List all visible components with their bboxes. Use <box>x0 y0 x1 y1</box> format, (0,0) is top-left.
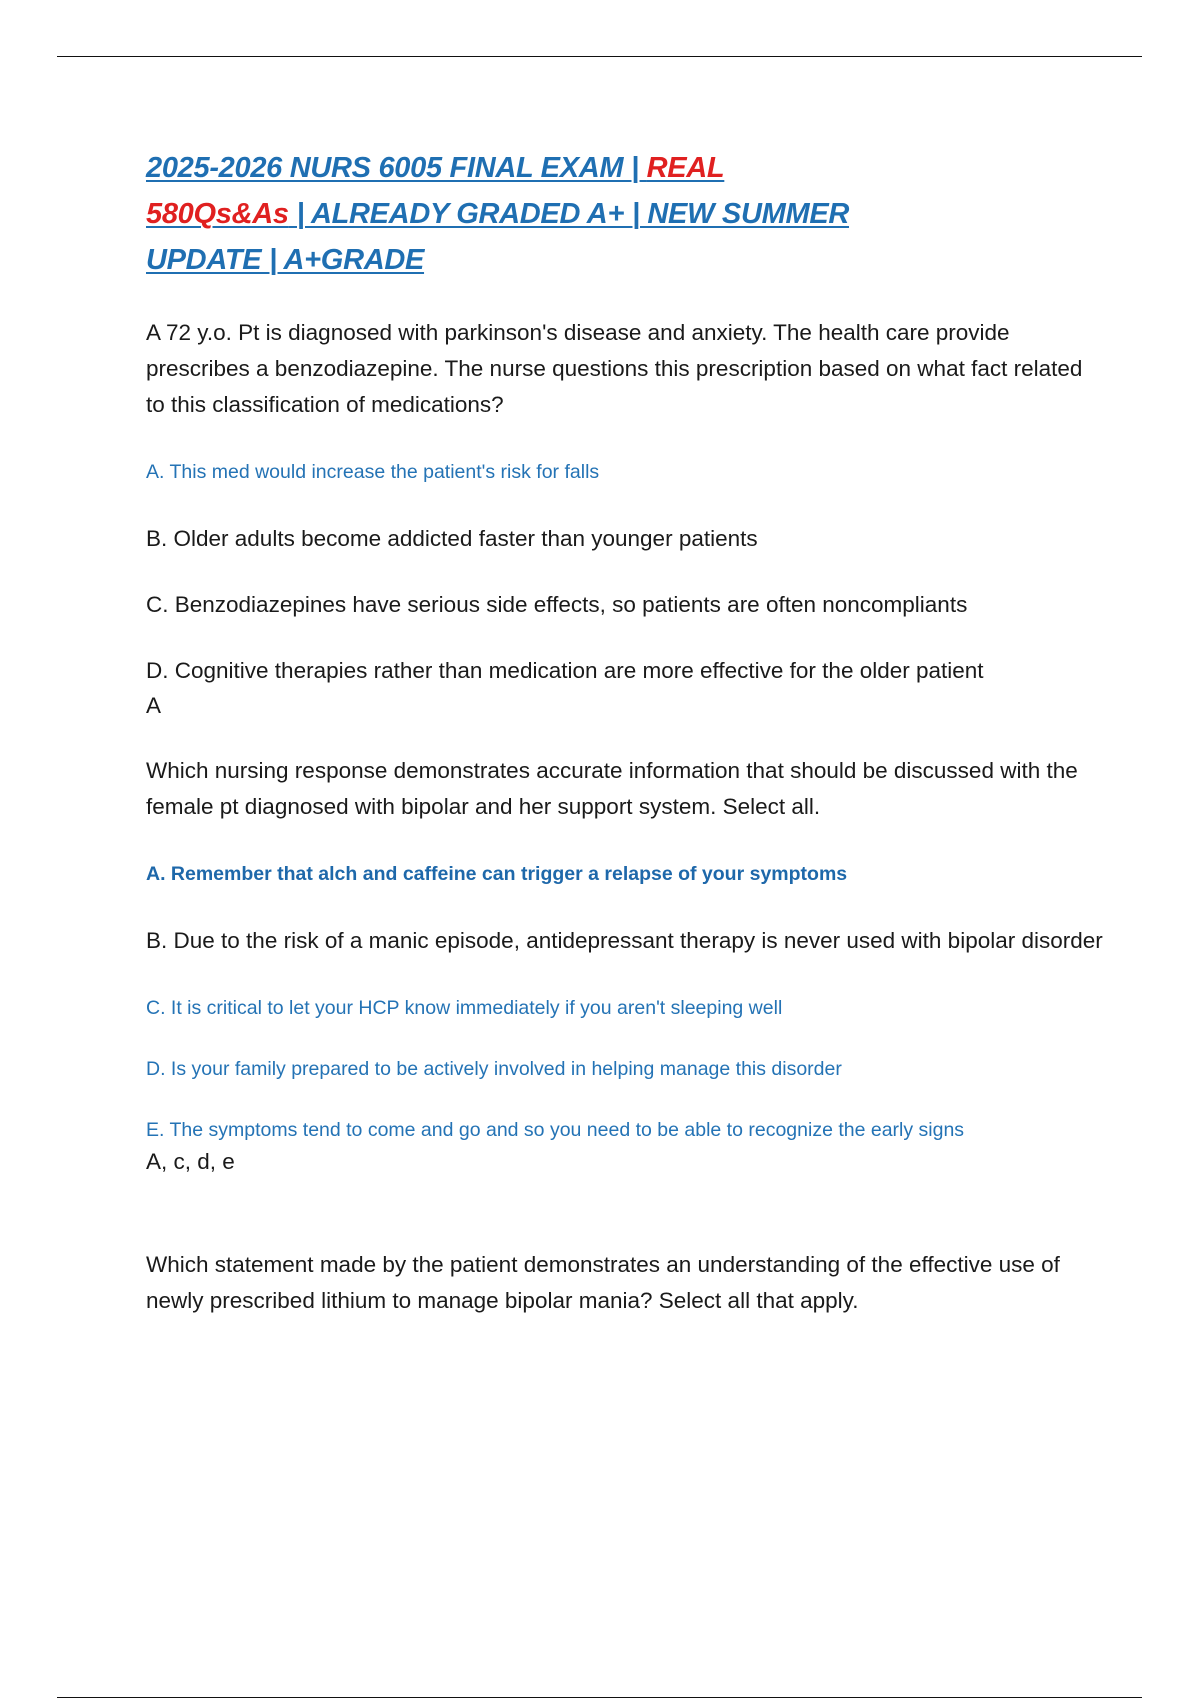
question-2-option-d: D. Is your family prepared to be actively involved in helping manage this disorder <box>146 1058 842 1080</box>
question-1-stem: A 72 y.o. Pt is diagnosed with parkinson's disease and anxiety. The health care provide prescribes a benzodiazepine. The nurse questions this prescription based on what fact related to this classification of medications? <box>146 320 1083 417</box>
question-1-option-b: B. Older adults become addicted faster than younger patients <box>146 526 758 551</box>
document-content <box>146 145 1106 1319</box>
question-2-option-c: C. It is critical to let your HCP know immediately if you aren't sleeping well <box>146 997 783 1019</box>
top-rule <box>57 56 1142 57</box>
question-1-option-d: D. Cognitive therapies rather than medication are more effective for the older patient <box>146 658 984 683</box>
question-2-option-a: A. Remember that alch and caffeine can trigger a relapse of your symptoms <box>146 863 848 885</box>
question-2-answer: A, c, d, e <box>146 1149 235 1174</box>
question-1-option-c: C. Benzodiazepines have serious side effects, so patients are often noncompliants <box>146 592 968 617</box>
bottom-rule <box>57 1697 1142 1698</box>
question-2-option-e: E. The symptoms tend to come and go and so you need to be able to recognize the early signs <box>146 1119 965 1141</box>
title-part1: 2025-2026 NURS 6005 FINAL EXAM | <box>146 152 647 184</box>
title-part3: UPDATE | A+GRADE <box>146 244 425 276</box>
title-red-real: REAL <box>646 152 725 184</box>
question-2-stem: Which nursing response demonstrates accurate information that should be discussed with the female pt diagnosed with bipolar and her support system. Select all. <box>146 758 1078 819</box>
document-title <box>146 145 1106 283</box>
question-1-option-a: A. This med would increase the patient's risk for falls <box>146 461 600 483</box>
question-2-option-b: B. Due to the risk of a manic episode, antidepressant therapy is never used with bipolar disorder <box>146 928 1103 953</box>
question-3-stem: Which statement made by the patient demonstrates an understanding of the effective use of newly prescribed lithium to manage bipolar mania? Select all that apply. <box>146 1252 1060 1313</box>
question-1-answer: A <box>146 693 162 718</box>
title-part2: | ALREADY GRADED A+ | NEW SUMMER <box>288 198 850 230</box>
title-red-count: 580Qs&As <box>146 198 289 230</box>
